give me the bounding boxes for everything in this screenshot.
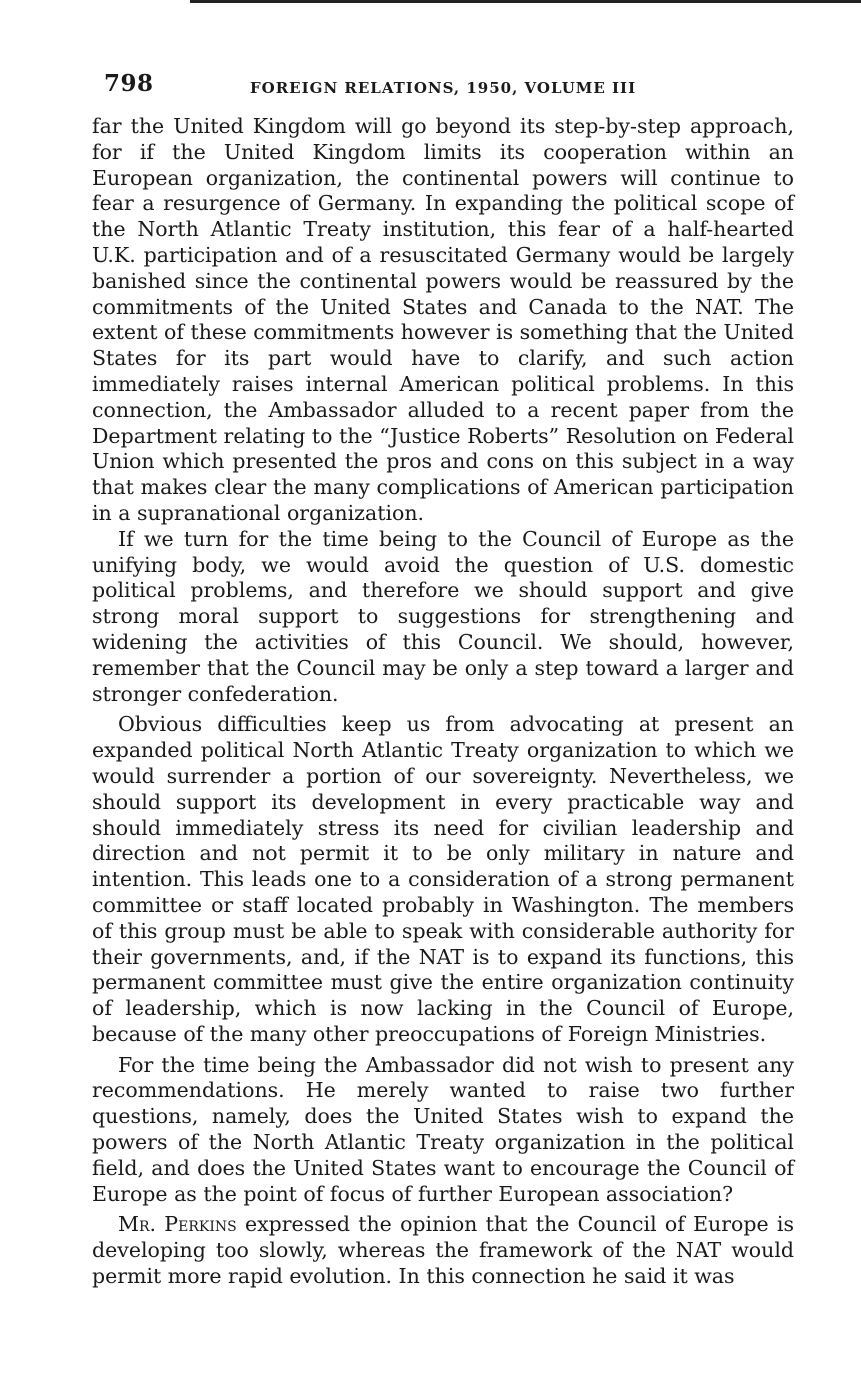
paragraph-5	[92, 1212, 794, 1289]
paragraph-5-text: expressed the opinion that the Council of Europe is developing too slowly, whereas the framework of the NAT would permit more rapid evolution. In this connection he said it was	[92, 1212, 794, 1289]
running-head: FOREIGN RELATIONS, 1950, VOLUME III	[250, 79, 637, 97]
page-header	[92, 70, 794, 106]
document-page	[92, 70, 794, 1290]
top-edge-rule	[190, 0, 861, 3]
paragraph-1: far the United Kingdom will go beyond its step-by-step approach, for if the United Kingdom limits its cooperation within an European organization, the continental powers will continue to fear a resurgence of Germany. In expanding the political scope of the North Atlantic Treaty institution, this fear of a half-hearted U.K. participation and of a resuscitated Germany would be largely banished since the continental powers would be reassured by the commitments of the United States and Canada to the NAT. The extent of these commitments however is something that the United States for its part would have to clarify, and such action immediately raises internal American political problems. In this connection, the Ambassador alluded to a recent paper from the Department relating to the “Justice Roberts” Resolution on Federal Union which presented the pros and cons on this subject in a way that makes clear the many complications of American participation in a supranational organization.	[92, 114, 794, 525]
paragraph-4: For the time being the Ambassador did not wish to present any recommendations. He merely wanted to raise two further questions, namely, does the United States wish to expand the powers of the North Atlantic Treaty organization in the political field, and does the United States want to encourage the Council of Europe as the point of focus of further European association?	[92, 1052, 794, 1206]
speaker-name: Mr. Perkins	[118, 1212, 237, 1237]
paragraph-3: Obvious difficulties keep us from advocating at present an expanded political North Atlantic Treaty organization to which we would surrender a portion of our sovereignty. Nevertheless, we should support its development in every practicable way and should immediately stress its need for civilian leadership and direction and not permit it to be only military in nature and intention. This leads one to a consideration of a strong permanent committee or staff located probably in Washington. The members of this group must be able to speak with considerable authority for their governments, and, if the NAT is to expand its functions, this permanent committee must give the entire organization continuity of leadership, which is now lacking in the Council of Europe, because of the many other preoccupations of Foreign Ministries.	[92, 712, 794, 1046]
body-text	[92, 114, 794, 1290]
page-number: 798	[104, 70, 154, 97]
paragraph-2: If we turn for the time being to the Council of Europe as the unifying body, we would avoid the question of U.S. domestic political problems, and therefore we should support and give strong moral support to suggestions for strengthening and widening the activities of this Council. We should, however, remember that the Council may be only a step toward a larger and stronger confederation.	[92, 526, 794, 706]
